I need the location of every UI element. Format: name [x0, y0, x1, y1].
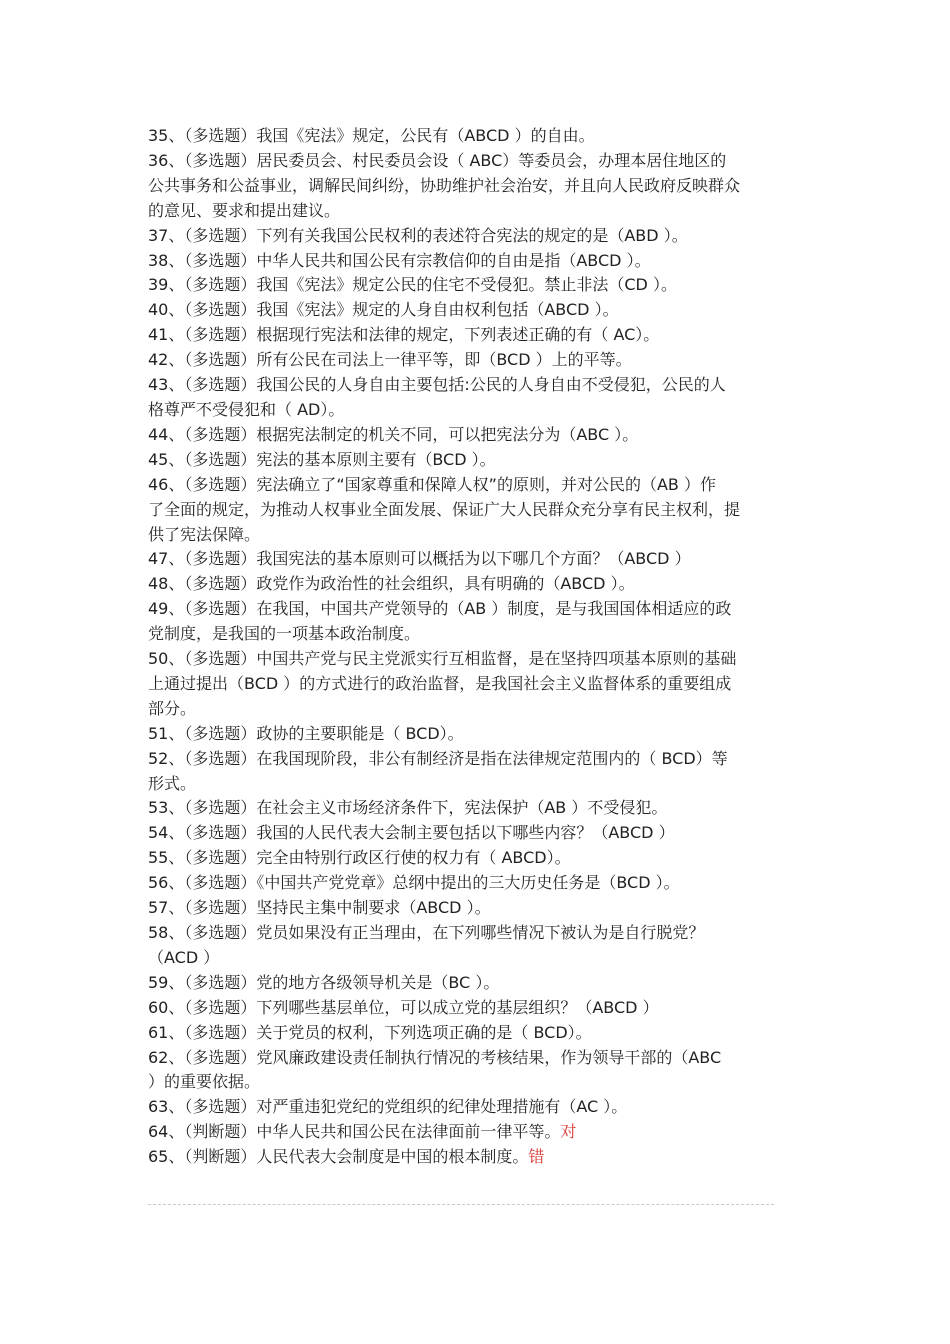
question-list: [148, 124, 774, 1120]
question-text: 64、（判断题）中华人民共和国公民在法律面前一律平等。: [148, 1122, 561, 1142]
text-line: 41、（多选题）根据现行宪法和法律的规定，下列表述正确的有（ AC）。: [148, 325, 660, 345]
text-line: 57、（多选题）坚持民主集中制要求（ABCD ）。: [148, 898, 491, 918]
text-line: 56、（多选题）《中国共产党党章》总纲中提出的三大历史任务是（BCD ）。: [148, 873, 680, 893]
text-line: （ACD ）: [148, 947, 220, 967]
answer-wrong: 错: [528, 1147, 545, 1167]
text-line: 42、（多选题）所有公民在司法上一律平等，即（BCD ）上的平等。: [148, 350, 632, 370]
text-line: 35、（多选题）我国《宪法》规定，公民有（ABCD ）的自由。: [148, 126, 595, 145]
text-line: 44、（多选题）根据宪法制定的机关不同，可以把宪法分为（ABC ）。: [148, 424, 639, 444]
text-line: 上通过提出（BCD ）的方式进行的政治监督，是我国社会主义监督体系的重要组成: [148, 673, 732, 693]
text-line: 53、（多选题）在社会主义市场经济条件下，宪法保护（AB ）不受侵犯。: [148, 798, 668, 818]
text-line: 了全面的规定，为推动人权事业全面发展、保证广大人民群众充分享有民主权利，提: [148, 499, 741, 519]
text-line: 51、（多选题）政协的主要职能是（ BCD）。: [148, 723, 464, 743]
document-body: [148, 124, 774, 1170]
text-line: 62、（多选题）党风廉政建设责任制执行情况的考核结果，作为领导干部的（ABC: [148, 1047, 722, 1067]
text-line: 43、（多选题）我国公民的人身自由主要包括:公民的人身自由不受侵犯，公民的人: [148, 375, 726, 395]
text-line: 40、（多选题）我国《宪法》规定的人身自由权利包括（ABCD ）。: [148, 300, 619, 320]
text-line: 部分。: [148, 698, 197, 718]
text-line: 59、（多选题）党的地方各级领导机关是（BC ）。: [148, 972, 500, 992]
text-line: 58、（多选题）党员如果没有正当理由，在下列哪些情况下被认为是自行脱党？: [148, 923, 705, 942]
text-line: 形式。: [148, 773, 197, 793]
text-line: 47、（多选题）我国宪法的基本原则可以概括为以下哪几个方面？（ABCD ）: [148, 549, 691, 569]
answer-correct: 对: [560, 1122, 577, 1142]
text-line: 36、（多选题）居民委员会、村民委员会设（ ABC）等委员会，办理本居住地区的: [148, 150, 727, 170]
text-line: 格尊严不受侵犯和（ AD）。: [148, 399, 345, 419]
text-line: 38、（多选题）中华人民共和国公民有宗教信仰的自由是指（ABCD ）。: [148, 250, 651, 270]
text-line: 50、（多选题）中国共产党与民主党派实行互相监督，是在坚持四项基本原则的基础: [148, 649, 737, 669]
text-line: 49、（多选题）在我国，中国共产党领导的（AB ）制度，是与我国国体相适应的政: [148, 599, 732, 619]
text-line: 48、（多选题）政党作为政治性的社会组织，具有明确的（ABCD ）。: [148, 574, 635, 594]
text-line: 37、（多选题）下列有关我国公民权利的表述符合宪法的规定的是（ABD ）。: [148, 225, 688, 245]
page-divider: [148, 1204, 774, 1205]
question-text: 65、（判断题）人民代表大会制度是中国的根本制度。: [148, 1147, 529, 1167]
text-line: 63、（多选题）对严重违犯党纪的党组织的纪律处理措施有（AC ）。: [148, 1097, 628, 1117]
text-line: 党制度，是我国的一项基本政治制度。: [148, 624, 421, 644]
judge-question-64: [148, 1120, 774, 1145]
text-line: 45、（多选题）宪法的基本原则主要有（BCD ）。: [148, 449, 496, 469]
text-line: 的意见、要求和提出建议。: [148, 200, 341, 220]
text-line: 39、（多选题）我国《宪法》规定公民的住宅不受侵犯。禁止非法（CD ）。: [148, 275, 677, 295]
text-line: 46、（多选题）宪法确立了“国家尊重和保障人权”的原则，并对公民的（AB ）作: [148, 474, 716, 494]
text-line: 61、（多选题）关于党员的权利，下列选项正确的是（ BCD）。: [148, 1022, 592, 1042]
text-line: 55、（多选题）完全由特别行政区行使的权力有（ ABCD）。: [148, 848, 571, 868]
judge-question-65: [148, 1145, 774, 1170]
text-line: ）的重要依据。: [148, 1072, 261, 1092]
text-line: 52、（多选题）在我国现阶段，非公有制经济是指在法律规定范围内的（ BCD）等: [148, 748, 728, 768]
text-line: 54、（多选题）我国的人民代表大会制主要包括以下哪些内容？（ABCD ）: [148, 823, 675, 843]
text-line: 供了宪法保障。: [148, 524, 261, 544]
text-line: 公共事务和公益事业，调解民间纠纷，协助维护社会治安，并且向人民政府反映群众: [148, 175, 741, 195]
text-line: 60、（多选题）下列哪些基层单位，可以成立党的基层组织？（ABCD ）: [148, 997, 659, 1017]
